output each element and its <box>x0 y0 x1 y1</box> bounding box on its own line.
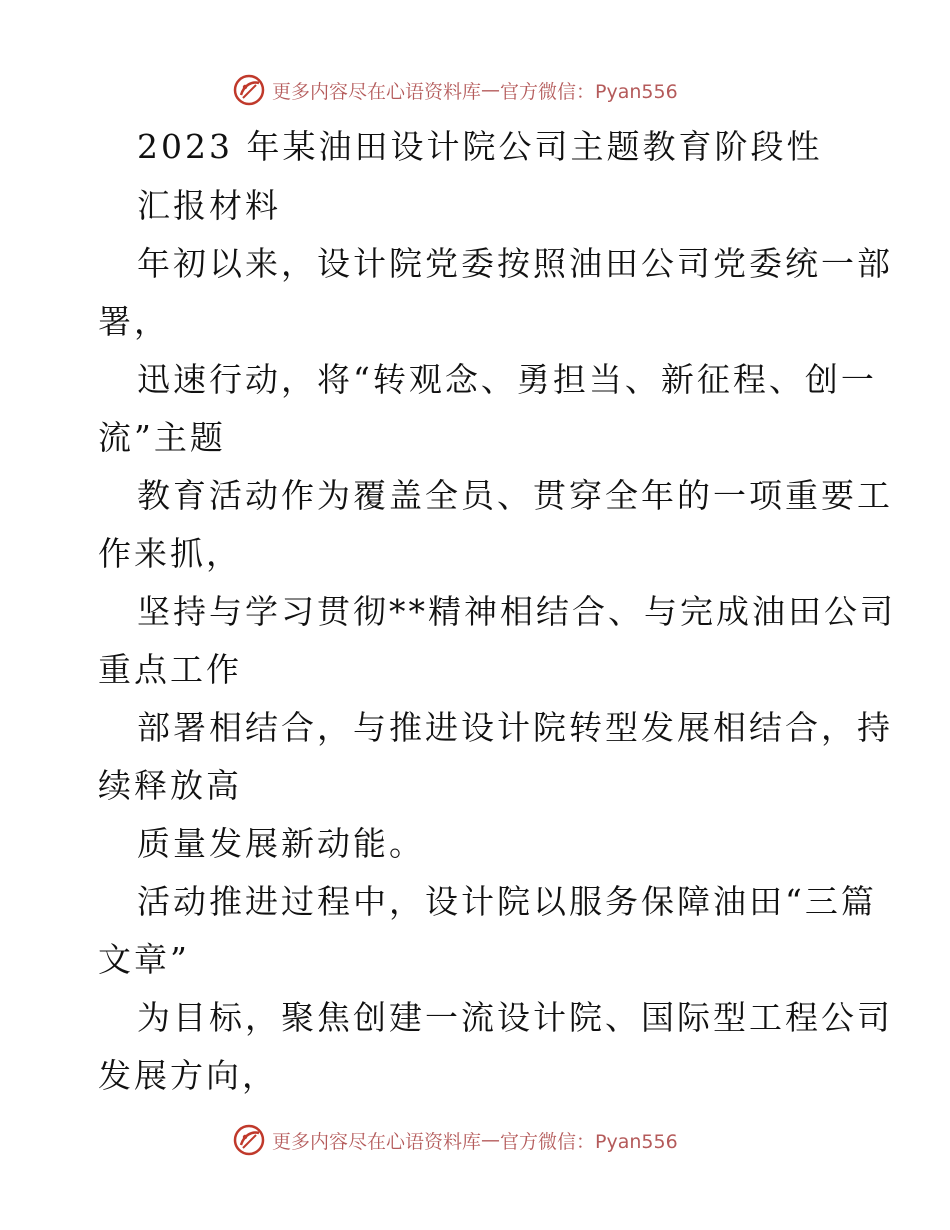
watermark-banner-top <box>232 73 678 107</box>
paragraph-line: 部署相结合，与推进设计院转型发展相结合，持 <box>137 708 893 747</box>
doc-title-line-1: 2023 年某油田设计院公司主题教育阶段性 <box>137 127 823 166</box>
paragraph-line: 教育活动作为覆盖全员、贯穿全年的一项重要工 <box>137 476 893 515</box>
paragraph-line: 迅速行动，将“转观念、勇担当、新征程、创一 <box>137 360 877 399</box>
paragraph-line: 续释放高 <box>98 766 242 805</box>
paragraph-line: 年初以来，设计院党委按照油田公司党委统一部 <box>137 244 893 283</box>
paragraph-line: 发展方向， <box>98 1056 278 1095</box>
watermark-text: 更多内容尽在心语资料库 <box>272 1130 482 1153</box>
watermark-wechat: 官方微信：Pyan556 <box>500 80 678 103</box>
watermark-dash: — <box>481 79 501 101</box>
watermark-dash: — <box>481 1129 501 1151</box>
paragraph-line: 活动推进过程中，设计院以服务保障油田“三篇 <box>137 882 877 921</box>
watermark-text: 更多内容尽在心语资料库 <box>272 80 482 103</box>
watermark-wechat: 官方微信：Pyan556 <box>500 1130 678 1153</box>
paragraph-line: 坚持与学习贯彻**精神相结合、与完成油田公司 <box>137 592 896 631</box>
logo-icon <box>232 1123 266 1157</box>
paragraph-line: 作来抓， <box>98 534 242 573</box>
paragraph-line: 署， <box>98 302 170 341</box>
paragraph-line: 质量发展新动能。 <box>137 824 425 863</box>
logo-icon <box>232 73 266 107</box>
paragraph-line: 流”主题 <box>98 418 226 457</box>
paragraph-line: 为目标，聚焦创建一流设计院、国际型工程公司 <box>137 998 893 1037</box>
doc-title-line-2: 汇报材料 <box>137 186 281 225</box>
watermark-banner-bottom <box>232 1123 678 1157</box>
paragraph-line: 重点工作 <box>98 650 242 689</box>
paragraph-line: 文章” <box>98 940 190 979</box>
